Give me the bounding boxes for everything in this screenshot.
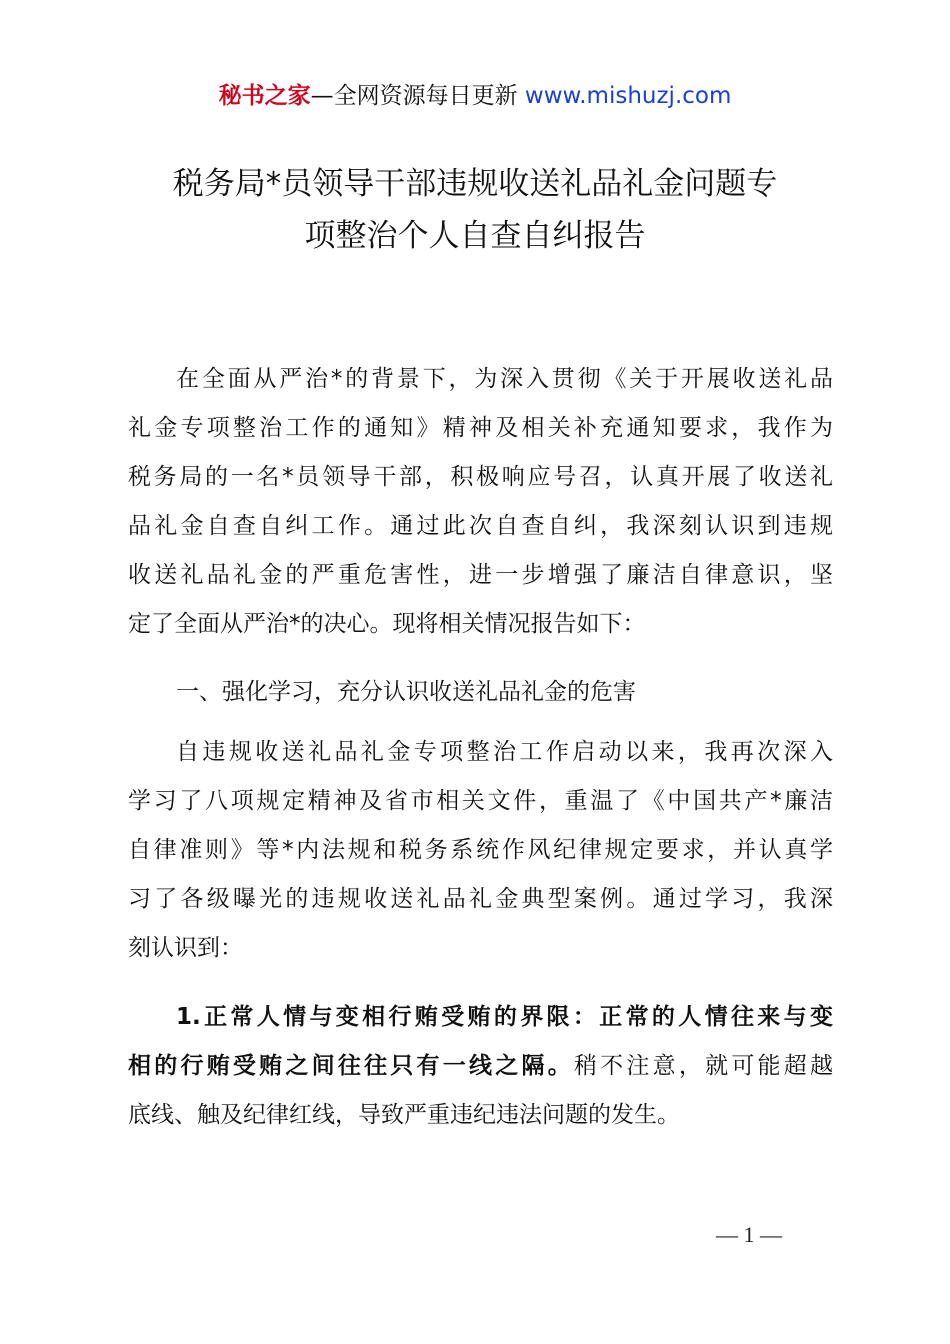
title-line-2: 项整治个人自查自纠报告 (304, 218, 646, 254)
page-number: — 1 — (716, 1222, 782, 1247)
bold-segment: 相的行贿受贿之间往往只有一线之隔。 (128, 1053, 574, 1079)
normal-segment: 稍不注意，就可能超越 (573, 1053, 834, 1079)
banner-tagline: —全网资源每日更新 (310, 83, 518, 109)
text-line: 收送礼品礼金的严重危害性，进一步增强了廉洁自律意识，坚 (128, 562, 833, 588)
site-url[interactable]: www.mishuzj.com (524, 83, 732, 109)
text-line: 自违规收送礼品礼金专项整治工作启动以来，我再次深入 (176, 739, 833, 765)
text-line-mixed (128, 1042, 833, 1091)
text-line: 礼金专项整治工作的通知》精神及相关补充通知要求，我作为 (128, 415, 833, 441)
text-line: 品礼金自查自纠工作。通过此次自查自纠，我深刻认识到违规 (128, 513, 833, 539)
text-line: 自律准则》等*内法规和税务系统作风纪律规定要求，并认真学 (128, 837, 833, 863)
brand-name: 秘书之家 (218, 83, 311, 109)
text-line: 底线、触及纪律红线，导致严重违纪违法问题的发生。 (128, 1102, 680, 1128)
paragraph-intro (128, 355, 833, 649)
text-line: 刻认识到： (128, 935, 243, 961)
text-line: 定了全面从严治*的决心。现将相关情况报告如下： (128, 611, 646, 637)
paragraph-point-1 (128, 993, 833, 1140)
document-title (100, 158, 850, 262)
paragraph-study (128, 728, 833, 973)
heading-text: 一、强化学习，充分认识收送礼品礼金的危害 (176, 679, 636, 705)
text-line: 习了各级曝光的违规收送礼品礼金典型案例。通过学习，我深 (128, 886, 833, 912)
text-line: 在全面从严治*的背景下，为深入贯彻《关于开展收送礼品 (176, 366, 833, 392)
text-line: 税务局的一名*员领导干部，积极响应号召，认真开展了收送礼 (128, 464, 833, 490)
title-line-1: 税务局*员领导干部违规收送礼品礼金问题专 (172, 166, 778, 202)
site-banner (0, 80, 950, 112)
text-line-bold: 1.正常人情与变相行贿受贿的界限：正常的人情往来与变 (176, 1004, 833, 1030)
text-line: 学习了八项规定精神及省市相关文件，重温了《中国共产*廉洁 (128, 788, 833, 814)
section-heading-1 (128, 668, 833, 717)
